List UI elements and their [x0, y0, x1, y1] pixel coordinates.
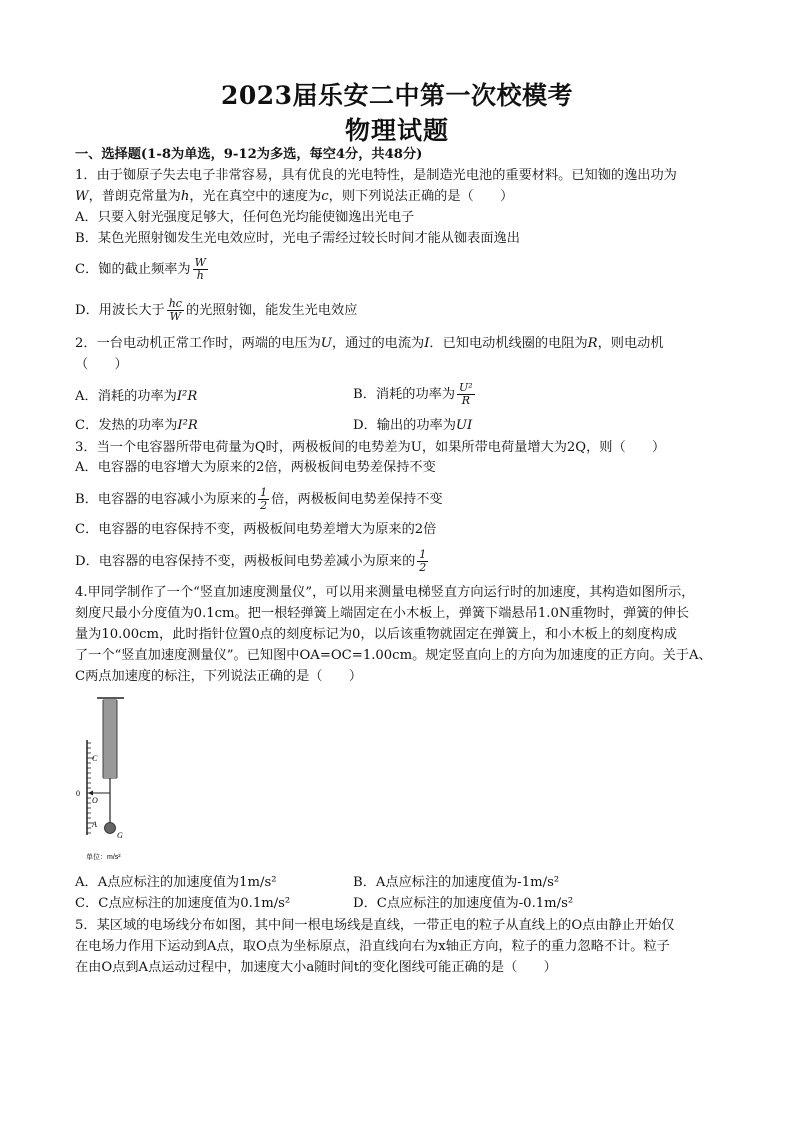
q1-option-a: A．只要入射光强度足够大，任何色光均能使铷逸出光电子	[75, 210, 415, 225]
accelerometer-figure	[72, 695, 162, 865]
q4-stem-line4: 了一个“竖直加速度测量仪”。已知图中OA=OC=1.00cm。规定竖直向上的方向为加速度的正方向。关于A、	[75, 648, 712, 663]
fraction: $\frac{1}{2}$	[419, 548, 427, 574]
label-o: O	[92, 796, 98, 805]
fraction: $\frac{hc}{W}$	[168, 297, 182, 323]
q2-stem-line1: 2．一台电动机正常工作时，两端的电压为U，通过的电流为I．已知电动机线圈的电阻为R，则电动机	[75, 336, 664, 351]
q1-option-c: C．铷的截止频率为 $\frac{W}{h}$	[75, 256, 206, 282]
q2-stem-line2: （ ）	[75, 357, 128, 372]
label-c: C	[92, 754, 98, 763]
q3-option-c: C．电容器的电容保持不变，两极板间电势差增大为原来的2倍	[75, 522, 437, 537]
q4-option-b: B．A点应标注的加速度值为-1m/s²	[353, 875, 560, 890]
q3-stem: 3．当一个电容器所带电荷量为Q时，两极板间的电势差为U，如果所带电荷量增大为2Q，则（ ）	[75, 440, 666, 455]
q3-option-b: B．电容器的电容减小为原来的 $\frac{1}{2}$ 倍，两极板间电势差保持不变	[75, 486, 443, 512]
unit-label: 单位：m/s²	[86, 854, 121, 861]
fraction: $\frac{1}{2}$	[260, 486, 268, 512]
q4-stem-line2: 刻度尺最小分度值为0.1cm。把一根轻弹簧上端固定在小木板上，弹簧下端悬吊1.0N重物时，弹簧的伸长	[75, 606, 690, 621]
fraction: $\frac{W}{h}$	[194, 256, 206, 282]
q1-option-b: B．某色光照射铷发生光电效应时，光电子需经过较长时间才能从铷表面逸出	[75, 231, 520, 246]
q2-option-a: A．消耗的功率为I²R	[75, 389, 198, 404]
q2-option-d: D．输出的功率为UI	[353, 418, 473, 433]
q1-option-d: D．用波长大于 $\frac{hc}{W}$ 的光照射铷，能发生光电效应	[75, 297, 358, 323]
q4-stem-line5: C两点加速度的标注，下列说法正确的是（ ）	[75, 669, 363, 684]
q2-option-b: B．消耗的功率为 $\frac{\text{U²}}{R}$	[353, 381, 473, 407]
q4-stem-line1: 4.甲同学制作了一个“竖直加速度测量仪”，可以用来测量电梯竖直方向运行时的加速度，其构造如图所示，	[75, 585, 695, 600]
q2-option-c: C．发热的功率为I²R	[75, 418, 198, 433]
label-g: G	[117, 831, 123, 840]
q3-option-d: D．电容器的电容保持不变，两极板间电势差减小为原来的 $\frac{1}{2}$	[75, 548, 427, 574]
exam-title: 2023届乐安二中第一次校模考	[220, 81, 574, 110]
fraction: $\frac{\text{U²}}{R}$	[459, 381, 473, 407]
q1-stem-line2: W，普朗克常量为h，光在真空中的速度为c，则下列说法正确的是（ ）	[75, 189, 514, 204]
q4-option-d: D．C点应标注的加速度值为-0.1m/s²	[353, 896, 574, 911]
q5-stem-line3: 在由O点到A点运动过程中，加速度大小a随时间t的变化图线可能正确的是（ ）	[75, 960, 557, 975]
q3-option-a: A．电容器的电容增大为原来的2倍，两极板间电势差保持不变	[75, 460, 436, 475]
q1-stem-line1: 1．由于铷原子失去电子非常容易，具有优良的光电特性，是制造光电池的重要材料。已知铷的逸出功为	[75, 168, 677, 183]
label-zero: 0	[76, 789, 80, 798]
q4-option-c: C．C点应标注的加速度值为0.1m/s²	[75, 896, 291, 911]
exam-subtitle: 物理试题	[344, 116, 449, 145]
section-heading: 一、选择题(1-8为单选，9-12为多选，每空4分，共48分)	[75, 147, 423, 162]
q4-option-a: A．A点应标注的加速度值为1m/s²	[75, 875, 277, 890]
label-a: A	[92, 820, 97, 829]
q5-stem-line2: 在电场力作用下运动到A点，取O点为坐标原点，沿直线向右为x轴正方向，粒子的重力忽略不计。粒子	[75, 939, 670, 954]
q4-stem-line3: 量为10.00cm，此时指针位置0点的刻度标记为0，以后该重物就固定在弹簧上，和小木板上的刻度构成	[75, 627, 677, 642]
q5-stem-line1: 5．某区域的电场线分布如图，其中间一根电场线是直线，一带正电的粒子从直线上的O点由静止开始仅	[75, 918, 675, 933]
